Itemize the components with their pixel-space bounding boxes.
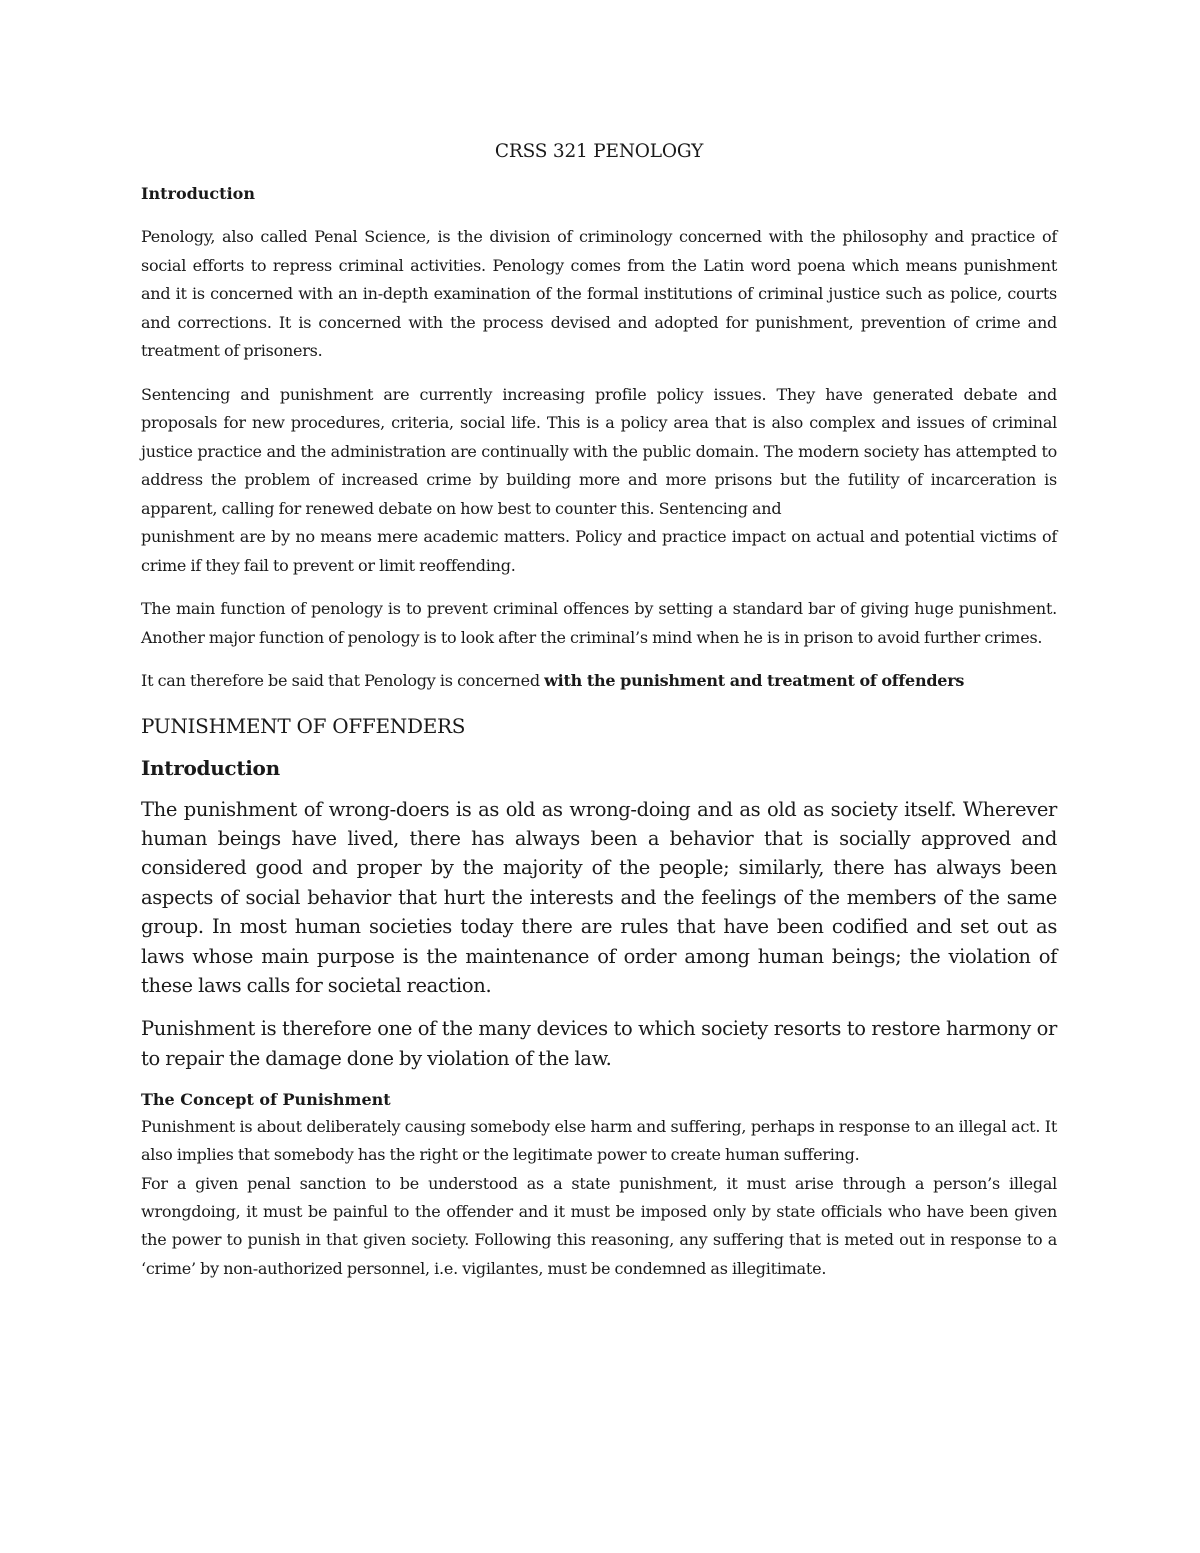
concept-paragraph-2: For a given penal sanction to be understood as a state punishment, it must arise through a person’s illegal wrongdoing, it must be painful to the offender and it must be imposed only by state officials who have been given the power to punish in that given society. Following this reasoning, any suffering that is meted out in response to a ‘crime’ by non-authorized personnel, i.e. vigilantes, must be condemned as illegitimate.	[141, 1173, 1057, 1278]
section-paragraph-2: Punishment is therefore one of the many devices to which society resorts to restore harmony or to repair the damage done by violation of the law.	[141, 1017, 1057, 1070]
intro-paragraph-4	[141, 667, 1057, 696]
document-title: CRSS 321 PENOLOGY	[494, 141, 704, 162]
section-heading: PUNISHMENT OF OFFENDERS	[141, 713, 466, 738]
section-paragraph-1: The punishment of wrong-doers is as old as wrong-doing and as old as society itself. Wherever human beings have lived, there has always been a behavior that is socially approved and considered good and proper by the majority of the people; similarly, there has always been aspects of social behavior that hurt the interests and the feelings of the members of the same group. In most human societies today there are rules that have been codified and set out as laws whose main purpose is the maintenance of order among human beings; the violation of these laws calls for societal reaction.	[141, 797, 1057, 997]
intro-paragraph-4-plain: It can therefore be said that Penology is concerned	[141, 671, 545, 690]
intro-paragraph-2b: punishment are by no means mere academic matters. Policy and practice impact on actual and potential victims of crime if they fail to prevent or limit reoffending.	[141, 527, 1057, 575]
concept-paragraph-1: Punishment is about deliberately causing somebody else harm and suffering, perhaps in response to an illegal act. It also implies that somebody has the right or the legitimate power to create human suffering.	[141, 1117, 1057, 1165]
intro-paragraph-1: Penology, also called Penal Science, is the division of criminology concerned with the philosophy and practice of social efforts to repress criminal activities. Penology comes from the Latin word poena which means punishment and it is concerned with an in-depth examination of the formal institutions of criminal justice such as police, courts and corrections. It is concerned with the process devised and adopted for punishment, prevention of crime and treatment of prisoners.	[141, 227, 1057, 360]
intro-heading: Introduction	[141, 184, 255, 203]
intro-paragraph-4-bold: with the punishment and treatment of offenders	[544, 671, 965, 690]
concept-heading: The Concept of Punishment	[141, 1090, 391, 1110]
intro-paragraph-3: The main function of penology is to prevent criminal offences by setting a standard bar of giving huge punishment. Another major function of penology is to look after the criminal’s mind when he is in prison to avoid further crimes.	[141, 599, 1057, 647]
section-intro-heading: Introduction	[141, 755, 280, 780]
document-page	[141, 138, 1057, 1283]
intro-paragraph-2a: Sentencing and punishment are currently increasing profile policy issues. They have generated debate and proposals for new procedures, criteria, social life. This is a policy area that is also complex and issues of criminal justice practice and the administration are continually with the public domain. The modern society has attempted to address the problem of increased crime by building more and more prisons but the futility of incarceration is apparent, calling for renewed debate on how best to counter this. Sentencing and	[141, 384, 1057, 518]
